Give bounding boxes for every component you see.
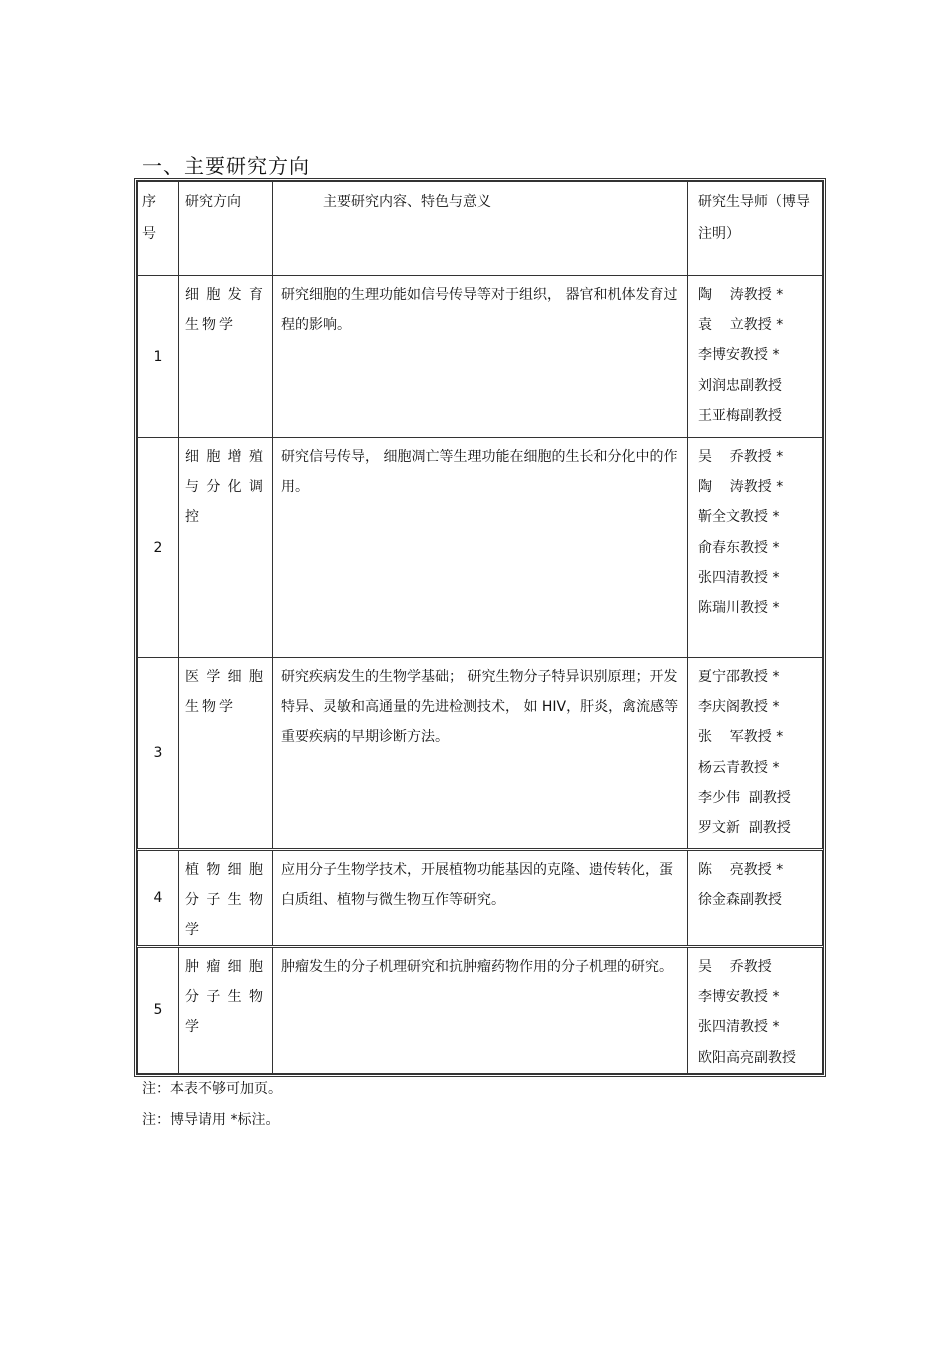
mentor-item: 俞春东教授 * <box>698 539 780 556</box>
row-content-cell <box>273 276 688 438</box>
mentor-item: 王亚梅副教授 <box>698 407 782 424</box>
mentor-item: 陈 亮教授 * <box>698 862 784 878</box>
row-index: 5 <box>153 1002 163 1019</box>
table-row <box>138 438 823 658</box>
mentor-item: 陈瑞川教授 * <box>698 600 780 617</box>
mentor-item: 李博安教授 * <box>698 347 780 364</box>
header-content: 主要研究内容、特色与意义 <box>323 194 491 210</box>
footnotes <box>142 1074 282 1136</box>
row-index: 4 <box>153 890 163 906</box>
row-index-cell <box>138 658 179 850</box>
row-index-cell <box>138 276 179 438</box>
footnote-extra-pages: 注：本表不够可加页。 <box>142 1081 282 1097</box>
row-direction: 医学细胞生物学 <box>185 669 266 715</box>
header-content-cell <box>273 182 688 276</box>
mentor-item: 张 军教授 * <box>698 729 784 746</box>
row-content: 应用分子生物学技术，开展植物功能基因的克隆、遗传转化，蛋白质组、植物与微生物互作等研究。 <box>281 862 673 908</box>
mentor-item: 欧阳高亮副教授 <box>698 1049 796 1066</box>
row-index: 1 <box>153 348 163 365</box>
mentor-list <box>688 851 822 915</box>
row-mentors-cell <box>688 947 823 1074</box>
row-direction-cell <box>179 850 273 947</box>
header-mentors-cell <box>688 182 823 276</box>
row-mentors-cell <box>688 658 823 850</box>
header-mentors: 研究生导师（博导注明） <box>698 194 810 242</box>
mentor-item: 靳全文教授 * <box>698 509 780 526</box>
mentor-list <box>688 658 822 843</box>
row-direction: 细胞增殖与分化调控 <box>185 449 266 525</box>
row-direction: 肿瘤细胞分子生物学 <box>185 959 266 1035</box>
mentor-item: 李博安教授 * <box>698 989 780 1006</box>
row-content: 肿瘤发生的分子机理研究和抗肿瘤药物作用的分子机理的研究。 <box>281 959 673 975</box>
research-table-frame <box>134 178 826 1077</box>
header-direction-cell <box>179 182 273 276</box>
row-mentors-cell <box>688 276 823 438</box>
row-content-cell <box>273 658 688 850</box>
research-directions-table <box>137 181 823 1074</box>
mentor-item: 杨云青教授 * <box>698 759 780 776</box>
row-index-cell <box>138 438 179 658</box>
mentor-item: 陶 涛教授 * <box>698 287 784 303</box>
row-content: 研究疾病发生的生物学基础； 研究生物分子特异识别原理；开发特异、灵敏和高通量的先进检测技术， 如 HIV，肝炎，禽流感等重要疾病的早期诊断方法。 <box>281 669 679 745</box>
mentor-item: 夏宁邵教授 * <box>698 669 780 685</box>
table-header-row <box>138 182 823 276</box>
row-index-cell <box>138 947 179 1074</box>
mentor-item: 李少伟 副教授 <box>698 789 791 806</box>
row-direction-cell <box>179 947 273 1074</box>
table-row <box>138 658 823 850</box>
header-index-cell <box>138 182 179 276</box>
mentor-list <box>688 276 822 431</box>
mentor-item: 吴 乔教授 <box>698 959 772 975</box>
mentor-item: 李庆阁教授 * <box>698 699 780 716</box>
row-direction-cell <box>179 438 273 658</box>
row-mentors-cell <box>688 438 823 658</box>
row-direction: 植物细胞分子生物学 <box>185 862 266 938</box>
row-content: 研究信号传导， 细胞凋亡等生理功能在细胞的生长和分化中的作用。 <box>281 449 678 495</box>
mentor-item: 徐金森副教授 <box>698 892 782 909</box>
row-direction-cell <box>179 276 273 438</box>
row-content: 研究细胞的生理功能如信号传导等对于组织， 器官和机体发育过程的影响。 <box>281 287 678 333</box>
footnote-doctoral-mark: 注：博导请用 *标注。 <box>142 1112 280 1128</box>
header-direction: 研究方向 <box>185 194 241 210</box>
row-index-cell <box>138 850 179 947</box>
row-content-cell <box>273 947 688 1074</box>
mentor-item: 刘润忠副教授 <box>698 377 782 394</box>
mentor-item: 张四清教授 * <box>698 569 780 586</box>
row-content-cell <box>273 850 688 947</box>
mentor-item: 袁 立教授 * <box>698 317 784 334</box>
row-mentors-cell <box>688 850 823 947</box>
mentor-item: 陶 涛教授 * <box>698 479 784 496</box>
row-content-cell <box>273 438 688 658</box>
row-direction-cell <box>179 658 273 850</box>
row-direction: 细胞发育生物学 <box>185 287 266 333</box>
mentor-item: 罗文新 副教授 <box>698 820 791 837</box>
table-row <box>138 850 823 947</box>
table-row <box>138 276 823 438</box>
mentor-list <box>688 948 822 1073</box>
table-row <box>138 947 823 1074</box>
page-title: 一、主要研究方向 <box>142 154 310 178</box>
mentor-item: 张四清教授 * <box>698 1019 780 1036</box>
mentor-item: 吴 乔教授 * <box>698 449 784 465</box>
row-index: 3 <box>153 745 163 761</box>
row-index: 2 <box>153 539 163 556</box>
mentor-list <box>688 438 822 623</box>
header-index: 序号 <box>142 194 156 242</box>
